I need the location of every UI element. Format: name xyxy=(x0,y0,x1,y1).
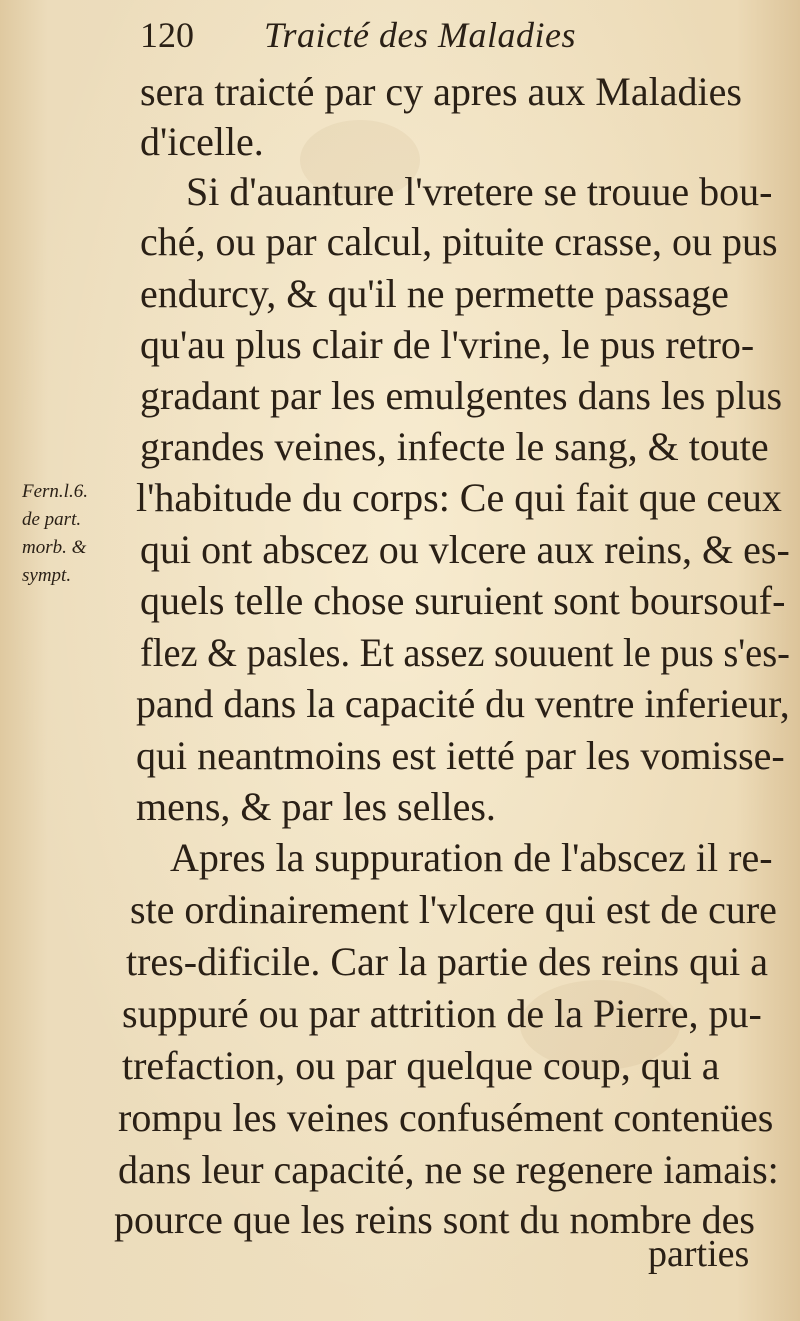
margin-note-line: morb. & xyxy=(22,537,87,558)
running-title: Traicté des Maladies xyxy=(264,15,576,55)
text-line: pand dans la capacité du ventre inferieur, xyxy=(136,681,790,726)
text-line: grandes veines, infecte le sang, & toute xyxy=(140,424,769,469)
catchword: parties xyxy=(648,1233,750,1275)
text-line: trefaction, ou par quelque coup, qui a xyxy=(122,1043,720,1088)
text-line: l'habitude du corps: Ce qui fait que ceux xyxy=(136,475,782,520)
text-line: endurcy, & qu'il ne permette passage xyxy=(140,271,729,316)
text-line: ché, ou par calcul, pituite crasse, ou pus xyxy=(140,219,778,264)
text-line: rompu les veines confusément contenües xyxy=(118,1095,774,1140)
page-header xyxy=(140,14,576,64)
text-line: Apres la suppuration de l'abscez il re- xyxy=(170,835,773,880)
margin-note xyxy=(22,478,88,590)
margin-note-line: de part. xyxy=(22,509,82,530)
text-line: sera traicté par cy apres aux Maladies xyxy=(140,69,742,114)
text-line: flez & pasles. Et assez souuent le pus s'es- xyxy=(140,630,790,675)
text-line: ste ordinairement l'vlcere qui est de cure xyxy=(130,887,777,932)
text-line: suppuré ou par attrition de la Pierre, pu- xyxy=(122,991,762,1036)
text-line: gradant par les emulgentes dans les plus xyxy=(140,373,783,418)
text-line: Si d'auanture l'vretere se trouue bou- xyxy=(186,169,773,214)
text-line: quels telle chose suruient sont boursouf- xyxy=(140,578,786,623)
margin-note-line: sympt. xyxy=(22,565,72,586)
page-number: 120 xyxy=(140,15,194,55)
text-line: mens, & par les selles. xyxy=(136,784,496,829)
text-line: dans leur capacité, ne se regenere iamais: xyxy=(118,1147,779,1192)
text-line: tres-dificile. Car la partie des reins qui a xyxy=(126,939,768,984)
text-line: qui ont abscez ou vlcere aux reins, & es- xyxy=(140,527,790,572)
margin-note-line: Fern.l.6. xyxy=(22,481,88,502)
text-line: qui neantmoins est ietté par les vomisse- xyxy=(136,733,785,778)
text-line: d'icelle. xyxy=(140,119,264,164)
text-line: qu'au plus clair de l'vrine, le pus retro- xyxy=(140,322,755,367)
text-line: pource que les reins sont du nombre des xyxy=(114,1197,755,1242)
